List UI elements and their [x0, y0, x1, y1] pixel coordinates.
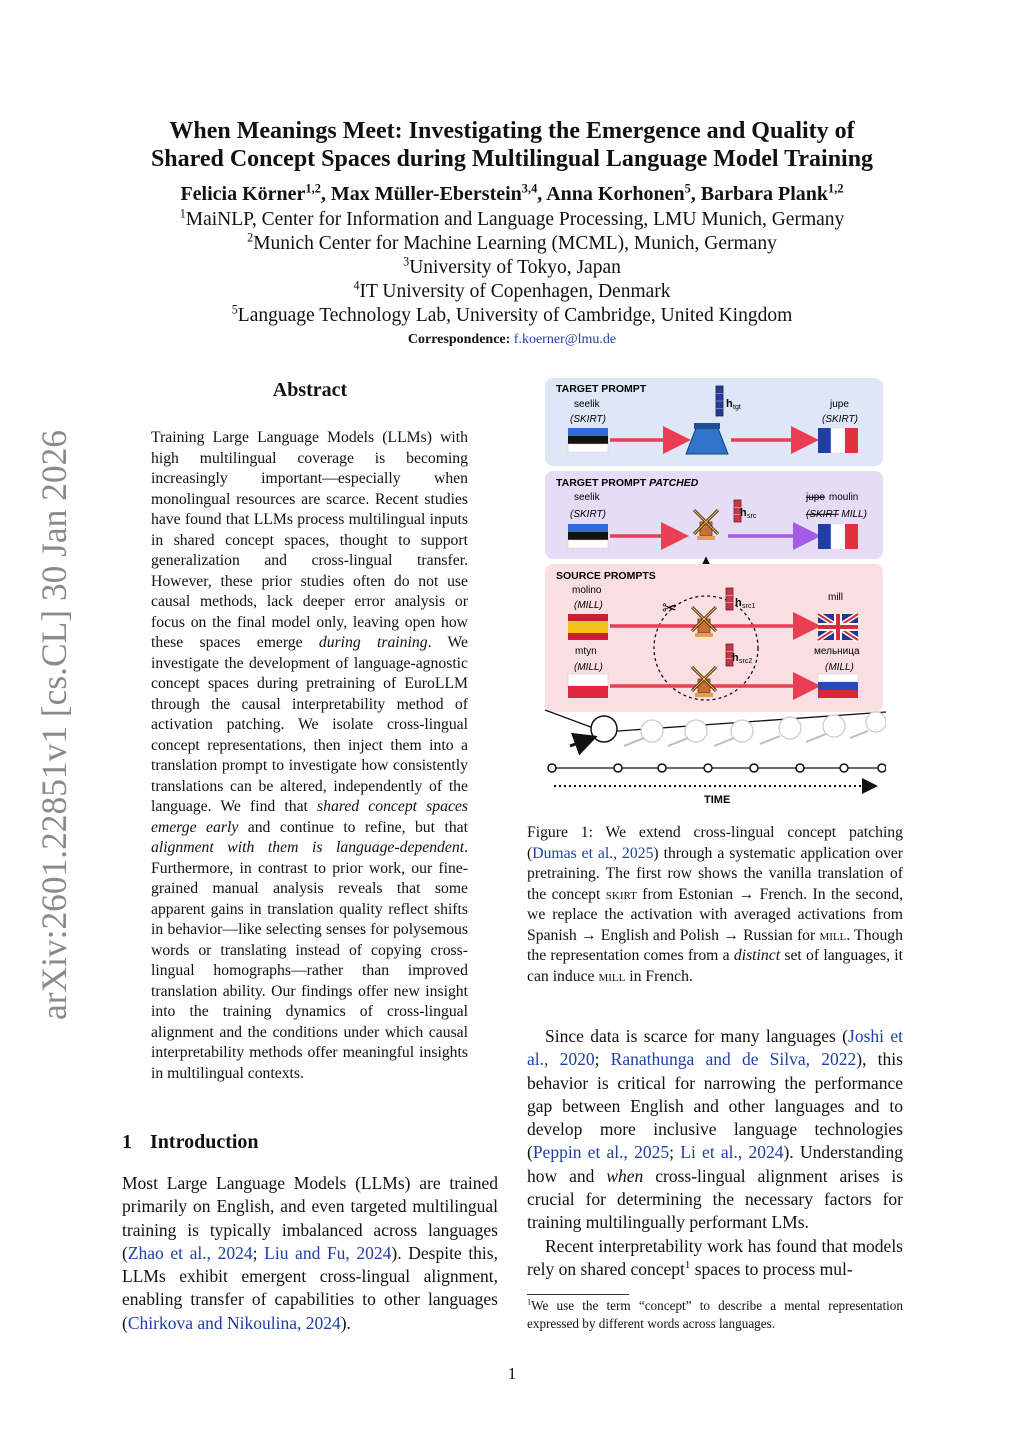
- section-title: Introduction: [150, 1131, 259, 1153]
- source-word: seelik: [574, 399, 600, 410]
- body-emph: when: [606, 1165, 644, 1186]
- citation-link[interactable]: Ranathunga and de Silva, 2022: [610, 1049, 857, 1070]
- abstract-emph: during training: [318, 634, 428, 651]
- footnote-text: We use the term “concept” to describe a mental representation expressed by different words across languages.: [527, 1298, 903, 1331]
- source-concept: (SKIRT): [570, 509, 606, 520]
- affil-text: Munich Center for Machine Learning (MCML), Munich, Germany: [253, 233, 777, 254]
- caption-text: in French.: [625, 967, 693, 985]
- body-text: Since data is scarce for many languages (: [545, 1026, 849, 1046]
- caption-concept: mill: [819, 926, 847, 944]
- source-concept: (MILL): [574, 600, 603, 611]
- title-line-2: Shared Concept Spaces during Multilingual Language Model Training: [150, 146, 874, 172]
- author-list: [0, 183, 1024, 206]
- abstract-heading: Abstract: [272, 379, 348, 401]
- right-column-body: [527, 1025, 903, 1281]
- author-sep: ,: [537, 183, 547, 205]
- paragraph: [527, 1235, 903, 1282]
- target-word: мельница: [814, 646, 860, 657]
- citation-link[interactable]: Li et al., 2024: [680, 1142, 784, 1163]
- hidden-label: h: [735, 597, 742, 609]
- affil-sup: 5: [231, 302, 238, 317]
- caption-text: set of languages, it can induce: [527, 947, 903, 985]
- hidden-sub: src: [747, 513, 757, 520]
- author-name: Max Müller-Eberstein: [330, 183, 522, 205]
- french-flag-icon: [818, 428, 858, 453]
- paragraph: [527, 1025, 903, 1235]
- affil-sup: 1: [179, 206, 186, 221]
- correspondence-label: Correspondence:: [407, 332, 511, 347]
- hidden-sub: tgt: [733, 404, 741, 411]
- source-word: molino: [572, 585, 602, 596]
- affil-sup: 3: [403, 254, 410, 269]
- email-link[interactable]: f.koerner@lmu.de: [513, 332, 617, 347]
- affiliation-line: [0, 256, 1024, 280]
- body-text: ), this behavior is critical for narrowing the performance gap between English and other languages and to develop more inclusive language technologies (: [527, 1049, 903, 1163]
- hidden-label: h: [726, 398, 733, 410]
- affil-sup: 4: [353, 278, 360, 293]
- abstract-emph: shared concept spaces emerge early: [151, 798, 468, 836]
- abstract-text: . Furthermore, in contrast to prior work, our fine-grained manual analysis reveals that some apparent gains in translation quality reflect shifts in behavior—like selecting senses for polysemous words or translating instead of copying cross-lingual homographs—rather than improved translation ability. Our findings offer new insight into the training dynamics of cross-lingual alignment and the conditions under which causal interpretability methods offer meaningful insights in multilingual contexts.: [151, 839, 468, 1082]
- hidden-state-icon: [716, 386, 723, 416]
- citation-link[interactable]: Joshi et al., 2020: [527, 1026, 903, 1070]
- hidden-label: h: [740, 507, 747, 519]
- footnote-number: 1: [527, 1297, 532, 1307]
- figure-caption: [527, 823, 903, 987]
- correspondence: [0, 332, 1024, 348]
- affiliation-line: [0, 304, 1024, 328]
- section-number: 1: [122, 1131, 132, 1153]
- panel-title: TARGET PROMPT: [556, 383, 647, 395]
- panel-title: TARGET PROMPT PATCHED: [556, 477, 699, 489]
- source-concept: (SKIRT): [570, 414, 606, 425]
- affil-text: University of Tokyo, Japan: [409, 257, 621, 278]
- body-text: spaces to process mul-: [690, 1258, 853, 1279]
- affil-text: MaiNLP, Center for Information and Language Processing, LMU Munich, Germany: [185, 209, 845, 230]
- hidden-sub: src1: [742, 603, 756, 610]
- training-timeline: [545, 710, 886, 806]
- caption-text: ) through a systematic application over pretraining. The first row shows the vanilla translation of the concept: [527, 844, 903, 903]
- abstract-text: . We investigate the development of language-agnostic concept spaces during pretraining of EuroLLM through the causal interpretability method of activation patching. We isolate cross-lingual concept representations, then inject them into a translation prompt to investigate how consistently translations can be altered, independently of the language. We find that: [151, 634, 468, 815]
- target-concept: (SKIRT): [822, 414, 858, 425]
- caption-text: Figure 1: We extend cross-lingual concept patching (: [527, 824, 903, 862]
- abstract-body: [151, 428, 468, 1084]
- author-name: Anna Korhonen: [546, 183, 685, 205]
- body-text: Recent interpretability work has found that models rely on shared concept: [527, 1235, 903, 1279]
- citation-link[interactable]: Chirkova and Nikoulina, 2024: [127, 1312, 341, 1333]
- footnote-rule: [527, 1294, 629, 1295]
- target-concept: (SKIRT MILL): [806, 509, 867, 520]
- polish-flag-icon: [568, 674, 608, 698]
- target-word: jupe moulin: [806, 492, 859, 503]
- citation-link[interactable]: Dumas et al., 2025: [532, 844, 654, 862]
- panel-title: SOURCE PROMPTS: [556, 570, 656, 582]
- title-line-1: When Meanings Meet: Investigating the Emergence and Quality of: [169, 118, 855, 144]
- affiliation-line: [0, 208, 1024, 232]
- target-word: mill: [828, 592, 843, 603]
- affil-sup: 2: [247, 230, 254, 245]
- citation-link[interactable]: Zhao et al., 2024: [127, 1242, 253, 1263]
- affil-text: IT University of Copenhagen, Denmark: [359, 281, 671, 302]
- abstract-emph: alignment with them is language-dependent: [151, 839, 465, 856]
- russian-flag-icon: [818, 674, 858, 698]
- time-axis-label: TIME: [704, 794, 731, 806]
- author-sup: 1,2: [305, 181, 321, 196]
- hidden-label: h: [732, 652, 739, 664]
- body-text: ;: [669, 1142, 681, 1163]
- author-sep: ,: [690, 183, 701, 205]
- author-sup: 5: [684, 181, 691, 196]
- target-concept: (MILL): [825, 662, 854, 673]
- caption-concept: mill: [598, 967, 626, 985]
- hidden-state-icon: [726, 588, 733, 610]
- estonian-flag-icon: [568, 428, 608, 452]
- intro-text: ). Despite this, LLMs exhibit emergent cross-lingual alignment, enabling transfer of capabilities to other languages (: [122, 1242, 498, 1333]
- affiliation-line: [0, 232, 1024, 256]
- footnote: [527, 1297, 903, 1333]
- scissors-icon: ✂: [662, 598, 678, 618]
- figure-1: [544, 376, 886, 816]
- affiliation-line: [0, 280, 1024, 304]
- caption-emph: distinct: [733, 947, 781, 964]
- body-text: ;: [594, 1049, 611, 1070]
- intro-body: [122, 1172, 498, 1335]
- source-word: seelik: [574, 492, 600, 503]
- intro-text: ;: [252, 1242, 265, 1263]
- author-sup: 1,2: [828, 181, 844, 196]
- target-word: jupe: [830, 399, 849, 410]
- citation-link[interactable]: Peppin et al., 2025: [532, 1142, 670, 1163]
- page-number: 1: [507, 1364, 517, 1383]
- uk-flag-icon: [818, 614, 858, 640]
- intro-text: Most Large Language Models (LLMs) are trained primarily on English, and even targeted multilingual training is typically imbalanced across languages (: [122, 1173, 498, 1263]
- caption-text: from Estonian → French. In the second, we replace the activation with averaged activations from Spanish → English and Polish → Russian for: [527, 885, 904, 944]
- abstract-text: and continue to refine, but that: [238, 818, 468, 836]
- author-sep: ,: [320, 183, 331, 205]
- hidden-sub: src2: [739, 658, 753, 665]
- arxiv-stamp: [20, 430, 80, 1020]
- abstract-text: Training Large Language Models (LLMs) with high multilingual coverage is becoming increasingly important—especially when monolingual resources are scarce. Recent studies have found that LLMs process multilingual inputs in shared concept spaces, thought to support generalization and cross-lingual transfer. However, these prior studies often do not use causal methods, lack deeper error analysis or focus on the final model only, leaving open how these spaces emerge: [151, 429, 468, 651]
- footnote-marker[interactable]: 1: [684, 1259, 691, 1272]
- body-text: ). Understanding how and: [527, 1142, 904, 1186]
- intro-text: ).: [340, 1312, 351, 1333]
- author-name: Felicia Körner: [180, 183, 306, 205]
- affiliations: [0, 208, 1024, 328]
- author-name: Barbara Plank: [700, 183, 829, 205]
- section-heading: [122, 1131, 259, 1154]
- body-text: cross-lingual alignment arises is crucial for determining the necessary factors for training multilingually performant LMs.: [527, 1165, 904, 1233]
- estonian-flag-icon: [568, 524, 608, 548]
- arxiv-id-text: arXiv:2601.22851v1 [cs.CL] 30 Jan 2026: [34, 430, 74, 1020]
- affil-text: Language Technology Lab, University of Cambridge, United Kingdom: [237, 305, 793, 326]
- source-concept: (MILL): [574, 662, 603, 673]
- author-sup: 3,4: [521, 181, 538, 196]
- paper-title: [0, 117, 1024, 173]
- caption-text: . Though the representation comes from a: [527, 926, 903, 964]
- french-flag-icon: [818, 524, 858, 549]
- caption-concept: skirt: [605, 885, 637, 903]
- source-word: mtyn: [575, 646, 597, 657]
- citation-link[interactable]: Liu and Fu, 2024: [264, 1242, 392, 1263]
- spanish-flag-icon: [568, 614, 608, 640]
